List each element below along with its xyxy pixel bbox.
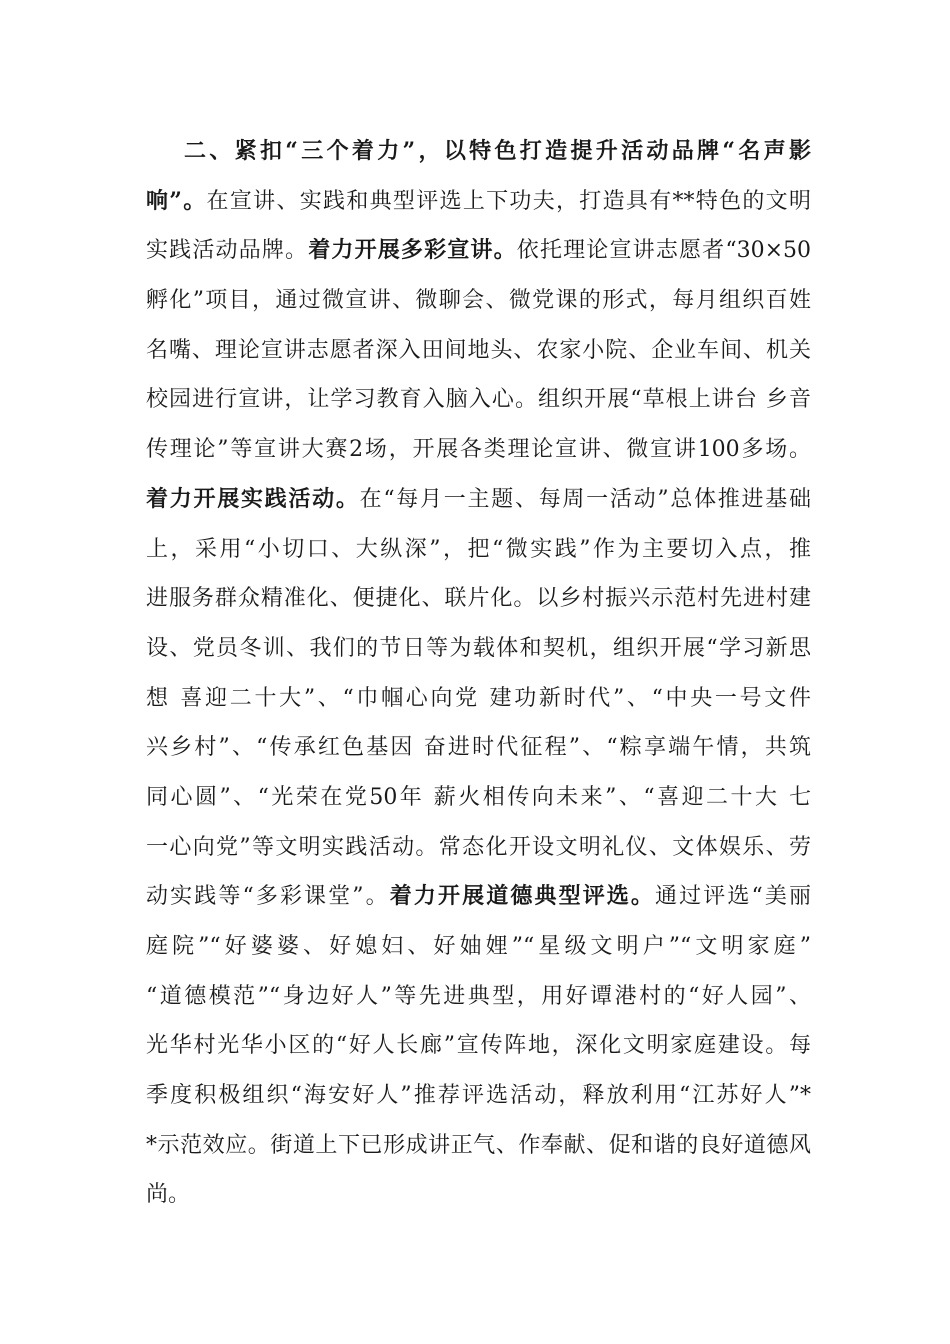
- body-text: 尚。: [146, 1182, 191, 1208]
- body-text: 实践活动品牌。: [146, 238, 309, 264]
- text-line: [146, 723, 811, 773]
- body-text: *示范效应。街道上下已形成讲正气、作奉献、促和谐的良好道德风: [146, 1132, 811, 1158]
- body-text: 进服务群众精准化、便捷化、联片化。以乡村振兴示范村先进村建: [146, 586, 811, 612]
- body-text: 孵化”项目，通过微宣讲、微聊会、微党课的形式，每月组织百姓: [146, 288, 811, 314]
- text-line: [146, 1071, 811, 1121]
- text-line: [146, 525, 811, 575]
- body-text: 同心圆”、“光荣在党50年 薪火相传向未来”、“喜迎二十大 七: [146, 784, 811, 810]
- body-text: 庭院”“好婆婆、好媳妇、好妯娌”“星级文明户”“文明家庭”: [146, 934, 811, 959]
- body-text: 通过评选“美丽: [655, 884, 811, 910]
- bold-heading-text: 响”。: [146, 187, 207, 214]
- text-line: [146, 922, 811, 972]
- body-text: 光华村光华小区的“好人长廊”宣传阵地，深化文明家庭建设。每: [146, 1033, 811, 1059]
- body-text: 校园进行宣讲，让学习教育入脑入心。组织开展“草根上讲台 乡音: [146, 387, 811, 413]
- text-line: [146, 375, 811, 425]
- bold-heading-text: 着力开展道德典型评选。: [389, 883, 656, 910]
- text-line: [146, 574, 811, 624]
- body-text: 动实践等“多彩课堂”。: [146, 884, 390, 910]
- text-line: [146, 326, 811, 376]
- text-line: [146, 1021, 811, 1071]
- text-line: [146, 773, 811, 823]
- text-line: [146, 624, 811, 674]
- body-text: 在宣讲、实践和典型评选上下功夫，打造具有**特色的文明: [206, 188, 811, 214]
- body-text: 兴乡村”、“传承红色基因 奋进时代征程”、“粽享端午情，共筑: [146, 735, 811, 761]
- body-text: 设、党员冬训、我们的节日等为载体和契机，组织开展“学习新思: [146, 635, 811, 661]
- body-text: 上，采用“小切口、大纵深”，把“微实践”作为主要切入点，推: [146, 536, 811, 562]
- text-line: [146, 972, 811, 1022]
- text-line: [146, 1121, 811, 1171]
- text-line: [146, 276, 811, 326]
- text-line: [146, 425, 811, 475]
- bold-heading-text: 着力开展多彩宣讲。: [308, 237, 517, 264]
- text-line: [146, 674, 811, 724]
- body-text: 季度积极组织“海安好人”推荐评选活动，释放利用“江苏好人”*: [146, 1083, 811, 1109]
- text-line: [146, 475, 811, 525]
- body-text: 想 喜迎二十大”、“巾帼心向党 建功新时代”、“中央一号文件: [146, 685, 811, 711]
- text-line: [146, 1170, 811, 1220]
- body-text: “道德模范”“身边好人”等先进典型，用好谭港村的“好人园”、: [146, 983, 811, 1009]
- body-text: 名嘴、理论宣讲志愿者深入田间地头、农家小院、企业车间、机关: [146, 337, 811, 363]
- body-text: 在“每月一主题、每周一活动”总体推进基础: [359, 486, 811, 512]
- body-paragraph: [146, 127, 811, 1220]
- body-text: 传理论”等宣讲大赛2场，开展各类理论宣讲、微宣讲100多场。: [146, 437, 811, 463]
- text-line: [146, 127, 811, 177]
- text-line: [146, 226, 811, 276]
- body-text: 一心向党”等文明实践活动。常态化开设文明礼仪、文体娱乐、劳: [146, 834, 811, 860]
- bold-heading-text: 二、紧扣“三个着力”，以特色打造提升活动品牌“名声影: [184, 138, 811, 164]
- body-text: 依托理论宣讲志愿者“30×50: [516, 238, 811, 264]
- bold-heading-text: 着力开展实践活动。: [146, 485, 360, 512]
- text-line: [146, 177, 811, 227]
- text-line: [146, 823, 811, 873]
- text-line: [146, 872, 811, 922]
